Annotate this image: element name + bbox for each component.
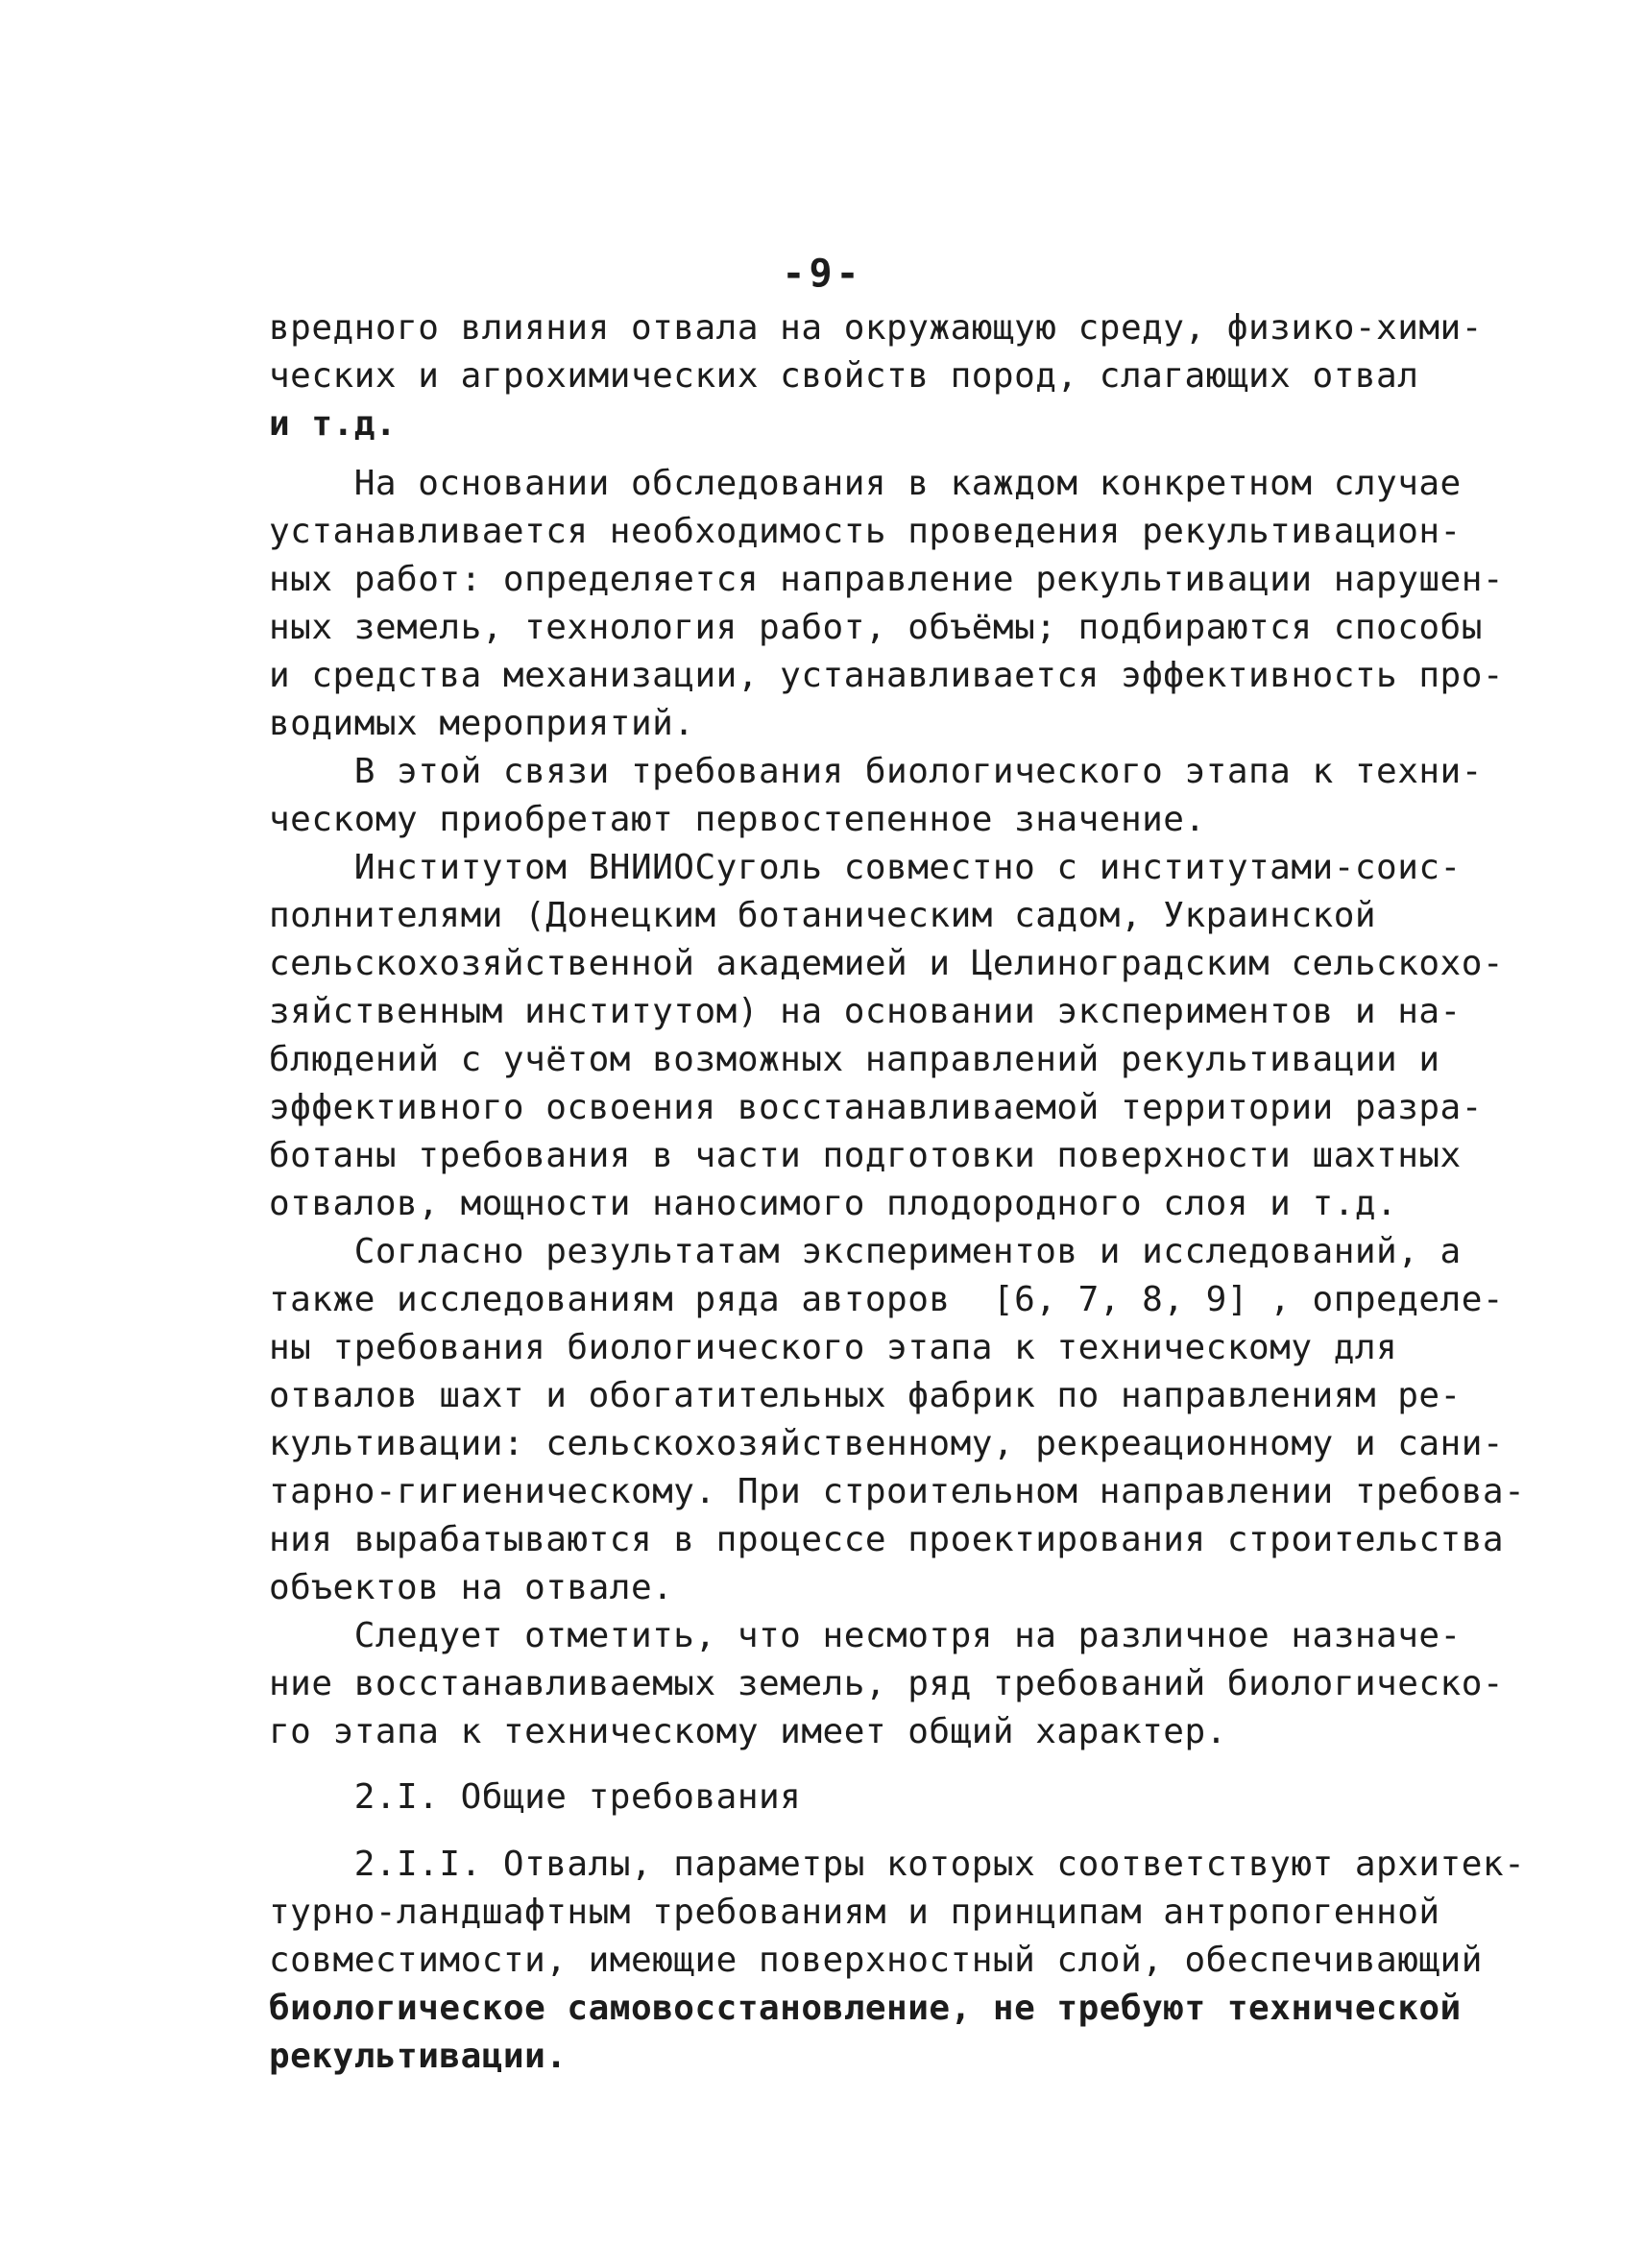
text-line: водимых мероприятий.	[269, 704, 695, 743]
text-line: турно-ландшафтным требованиям и принципам антропогенной	[269, 1893, 1440, 1932]
text-line: полнителями (Донецким ботаническим садом, Украинской	[269, 896, 1377, 935]
text-line: ние восстанавливаемых земель, ряд требований биологическо-	[269, 1664, 1505, 1703]
text-line: также исследованиям ряда авторов [6, 7, 8, 9] , определе-	[269, 1280, 1505, 1319]
text-line: совместимости, имеющие поверхностный слой, обеспечивающий	[269, 1941, 1483, 1980]
section-heading: 2.I. Общие требования	[269, 1777, 802, 1817]
text-line: сельскохозяйственной академией и Целиноградским сельскохо-	[269, 944, 1505, 983]
text-line: блюдений с учётом возможных направлений рекультивации и	[269, 1040, 1440, 1079]
text-line: тарно-гигиеническому. При строительном направлении требова-	[269, 1472, 1526, 1511]
text-line: эффективного освоения восстанавливаемой территории разра-	[269, 1088, 1483, 1127]
text-line: ных земель, технология работ, объёмы; подбираются способы	[269, 608, 1483, 647]
text-line: ния вырабатываются в процессе проектирования строительства	[269, 1520, 1505, 1559]
text-line: зяйственным институтом) на основании экспериментов и на-	[269, 992, 1462, 1031]
text-line: В этой связи требования биологического этапа к техни-	[269, 752, 1483, 791]
text-line: ческому приобретают первостепенное значение.	[269, 800, 1206, 839]
text-line: На основании обследования в каждом конкретном случае	[269, 464, 1462, 503]
text-line: ны требования биологического этапа к техническому для	[269, 1328, 1398, 1367]
text-line: отвалов шахт и обогатительных фабрик по направлениям ре-	[269, 1376, 1462, 1415]
text-line: 2.I.I. Отвалы, параметры которых соответствуют архитек-	[269, 1845, 1526, 1884]
text-line: вредного влияния отвала на окружающую среду, физико-хими-	[269, 308, 1483, 348]
text-line: рекультивации.	[269, 2037, 568, 2076]
text-line: ботаны требования в части подготовки поверхности шахтных	[269, 1136, 1462, 1175]
text-line: и средства механизации, устанавливается эффективность про-	[269, 656, 1505, 695]
text-line: ных работ: определяется направление рекультивации нарушен-	[269, 560, 1505, 599]
text-line: Согласно результатам экспериментов и исследований, а	[269, 1232, 1462, 1271]
text-line: и т.д.	[269, 404, 398, 444]
text-line: Следует отметить, что несмотря на различное назначе-	[269, 1616, 1462, 1655]
text-line: объектов на отвале.	[269, 1568, 674, 1607]
text-line: биологическое самовосстановление, не требуют технической	[269, 1989, 1462, 2028]
text-line: устанавливается необходимость проведения рекультивацион-	[269, 512, 1462, 551]
text-line: Институтом ВНИИОСуголь совместно с институтами-соис-	[269, 848, 1462, 887]
text-line: го этапа к техническому имеет общий характер.	[269, 1712, 1227, 1751]
text-line: ческих и агрохимических свойств пород, слагающих отвал	[269, 356, 1419, 396]
text-line: отвалов, мощности наносимого плодородного слоя и т.д.	[269, 1184, 1398, 1223]
page-number: -9-	[782, 252, 863, 296]
text-line: культивации: сельскохозяйственному, рекреационному и сани-	[269, 1424, 1505, 1463]
